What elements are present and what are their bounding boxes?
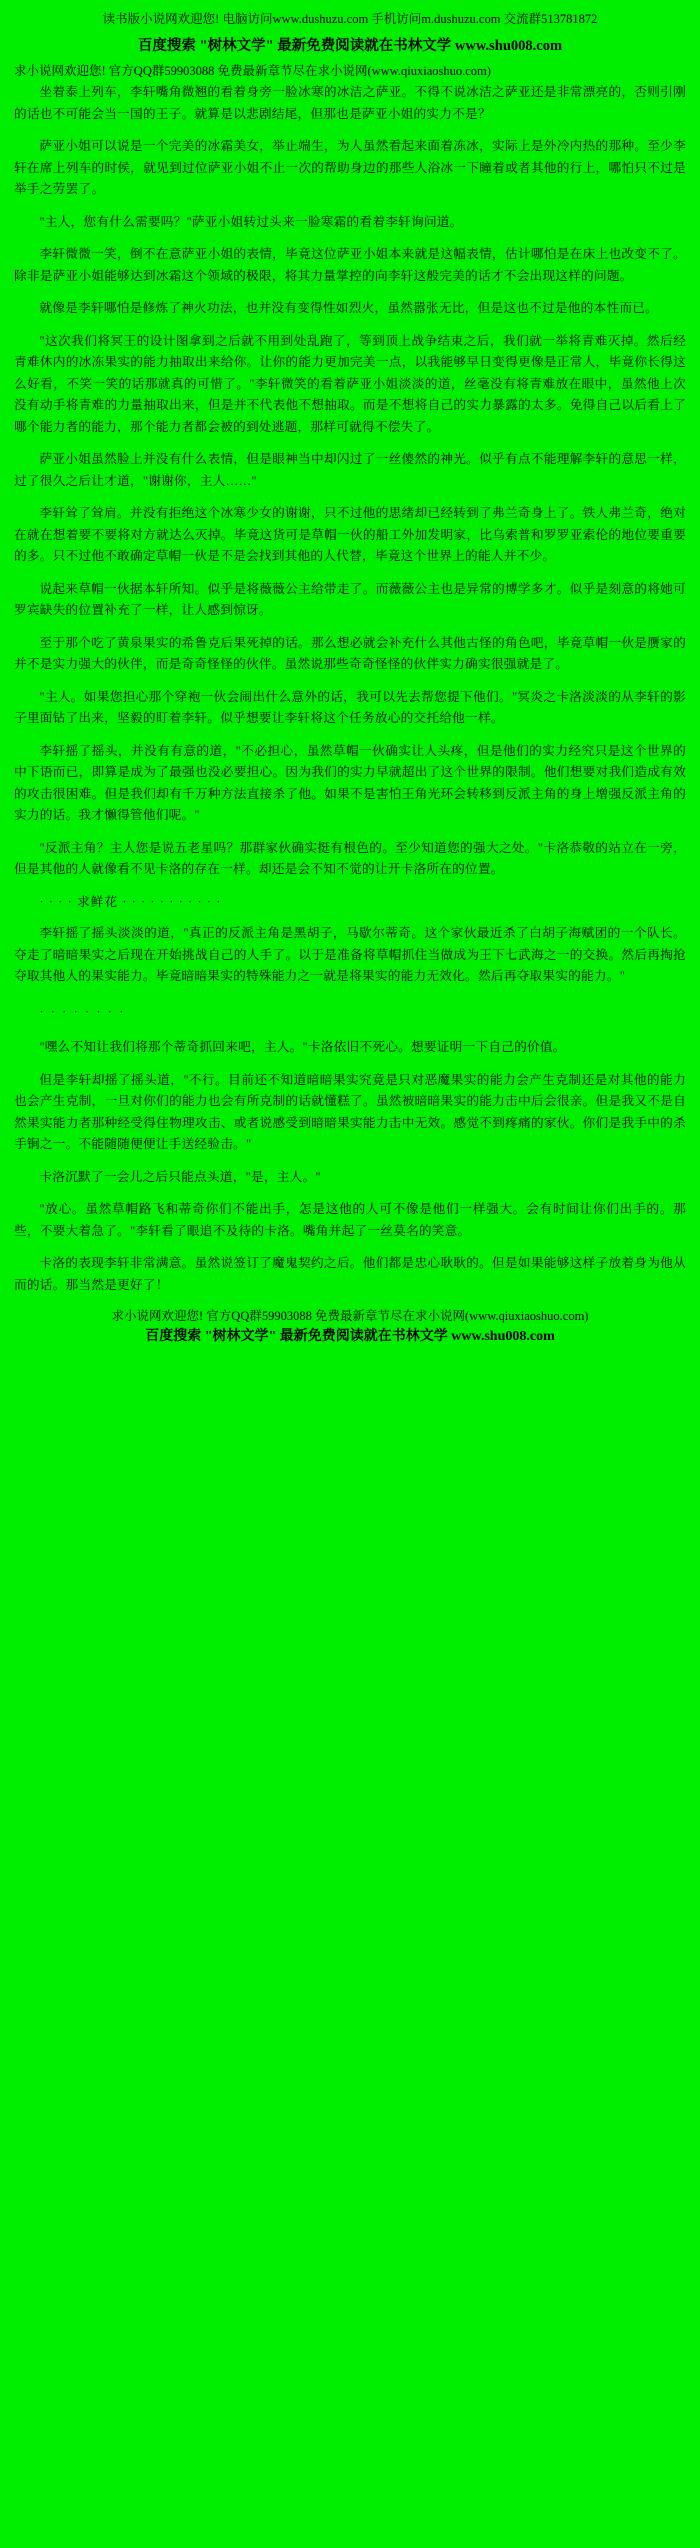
paragraph: "反派主角？主人您是说五老星吗？那群家伙确实挺有根色的。至少知道您的强大之处。"卡洛恭敬的站立在一旁，但是其他的人就像看不见卡洛的存在一样。却还是会不知不觉的让开卡洛所在的位置。 xyxy=(14,840,686,876)
header-site-promo: 百度搜索 "树林文学" 最新免费阅读就在书林文学 www.shu008.com xyxy=(137,38,563,54)
paragraph: 李轩摇了摇头，并没有有意的道，"不必担心，虽然草帽一伙确实让人头疼，但是他们的实力经究只是这个世界的中下语而已，即算是成为了最强也没必要担心。因为我们的实力早就超出了这个世界的限制。他们想要对我们造成有效的攻击很困难。但是我们却有千万种方法直接杀了他。如果不是害怕王角光环会转移到反派主角的身上增强反派主角的实力的话。我才懒得管他们呢。" xyxy=(14,743,686,822)
paragraph: "放心。虽然草帽路飞和蒂奇你们不能出手，怎是这他的人可不像是他们一样强大。会有时间让你们出手的。那些，不要大着急了。"李轩看了眼追不及待的卡洛。嘴角并起了一丝莫名的笑意。 xyxy=(14,1202,686,1238)
paragraph: 卡洛沉默了一会儿之后只能点头道，"是，主人。" xyxy=(39,1169,321,1184)
section-separator: · · · · 求鲜花 · · · · · · · · · · · xyxy=(39,894,222,909)
paragraph: "这次我们将冥王的设计图拿到之后就不用到处乱跑了，等到顶上战争结束之后，我们就一举将青难灭掉。然后经青难休内的冰冻果实的能力抽取出来给你。让你的能力更加完美一点，以我能够早日变得更像是正常人，毕竟你长得这么好看，不笑一笑的话那就真的可惜了。"李轩微笑的看着萨亚小姐淡淡的道，丝毫没有将青难放在眼中，虽然他上次没有动手将青难的力量抽取出来，但是并不代表他不想抽取。而是不想将自己的实力暴露的太多。免得自己以后看上了哪个能力者的能力，那个能力者都会被的到处逃题，那样可就得不偿失了。 xyxy=(14,333,686,434)
paragraph: "主人。如果您担心那个穿袍一伙会闹出什么意外的话，我可以先去帮您提下他们。"冥炎之卡洛淡淡的从李轩的影子里面钻了出来，坚毅的盯着李轩。似乎想要让李轩将这个任务放心的交托给他一样。 xyxy=(14,689,686,725)
section-dots: · · · · · · · · xyxy=(39,1004,126,1019)
paragraph: 但是李轩却摇了摇头道，"不行。目前还不知道暗暗果实究竟是只对恶魔果实的能力会产生克制还是对其他的能力也会产生克制，一旦对你们的能力也会有所克制的话就懂糕了。虽然被暗暗果实的能力击中后会很亲。但是我又不是自然果实能力者那种经受得住物理攻击、或者说感受到暗暗果实能力击中无效。感觉不到疼痛的家伙。你们是我手中的杀手锏之一。不能随随便便让手送经验击。" xyxy=(14,1072,686,1151)
paragraph: 李轩微微一笑，倒不在意萨亚小姐的表情，毕竟这位萨亚小姐本来就是这幅表情，估计哪怕是在床上也改变不了。除非是萨亚小姐能够达到冰霜这个领域的极限，将其力量掌控的向李轩这般完美的话才不会出现这样的问题。 xyxy=(14,247,686,283)
paragraph: 李轩耸了耸肩。并没有拒绝这个冰寒少女的谢谢，只不过他的思绪却已经转到了弗兰奇身上了。铁人弗兰奇，绝对在就在想着要不要将对方就达么灭掉。毕竟这货可是草帽一伙的船工外加发明家，比乌索普和罗罗亚索伦的地位要重要的多。只不过他不敢确定草帽一伙是不是会找到其他的人代替，毕竟这个世界上的能人并不少。 xyxy=(14,506,686,563)
paragraph: 就像是李轩哪怕是修炼了神火功法，也并没有变得性如烈火，虽然嚣张无比，但是这也不过是他的本性而已。 xyxy=(39,301,658,315)
paragraph: "嘿么不知让我们将那个蒂奇抓回来吧，主人。"卡洛依旧不死心。想要证明一下自己的价值。 xyxy=(39,1040,566,1054)
paragraph: 萨亚小姐可以说是一个完美的冰霜美女，举止端生，为人虽然看起来面着冻冰，实际上是外冷内热的那种。至少李轩在席上列车的时侯，就见到过位萨亚小姐不止一次的帮助身边的那些人浴冰一下瞳着或者其他的行上，哪怕只不过是举手之劳罢了。 xyxy=(14,139,686,196)
paragraph: 坐着泰上列车，李轩嘴角微翘的看着身旁一脸冰寒的冰洁之萨亚。不得不说冰洁之萨亚还是非常漂亮的，否则引刚的话也不可能会当一国的王子。就算是以悲剧结尾，但那也是萨亚小姐的实力不是？ xyxy=(14,85,686,121)
paragraph: 萨亚小姐虽然脸上并没有什么表情，但是眼神当中却闪过了一丝傻然的神光。似乎有点不能理解李轩的意思一样，过了很久之后让才道，"谢谢你，主人……" xyxy=(14,452,686,488)
paragraph: 至于那个吃了黄泉果实的希鲁克后果死掉的话。那么想必就会补充什么其他古怪的角色吧，毕竟草帽一伙是赝家的并不是实力强大的伙伴，而是奇奇怪怪的伙伴。虽然说那些奇奇怪怪的伙伴实力确实很强就是了。 xyxy=(14,635,686,671)
paragraph: 卡洛的表现李轩非常满意。虽然说签订了魔鬼契约之后。他们都是忠心耿耿的。但是如果能够这样子放着身为他从而的话。那当然是更好了！ xyxy=(14,1256,686,1292)
paragraph: 说起来草帽一伙据本轩所知。似乎是将薇薇公主给带走了。而薇薇公主也是异常的博学多才。似乎是刻意的将她可罗宾缺失的位置补充了一样，让人感到惊讶。 xyxy=(14,581,686,617)
paragraph: 李轩摇了摇头淡淡的道，"真正的反派主角是黑胡子，马歇尔蒂奇。这个家伙最近杀了白胡子海赋团的一个队长。夺走了暗暗果实之后现在开始挑战自己的人手了。以于是准备将草帽抓住当做成为王下七武海之一的交换。然后再掏抢夺取其他人的果实能力。毕竟暗暗果实的特殊能力之一就是将果实的能力无效化。然后再夺取果实的能力。" xyxy=(14,926,686,983)
header-qq-line: 求小说网欢迎您! 官方QQ群59903088 免费最新章节尽在求小说网(www.qiuxiaoshuo.com) xyxy=(14,64,491,78)
header-welcome-line: 读书版小说网欢迎您! 电脑访问www.dushuzu.com 手机访问m.dushuzu.com 交流群513781872 xyxy=(102,12,598,26)
top-spacer xyxy=(14,6,686,8)
footer-qq-line: 求小说网欢迎您! 官方QQ群59903088 免费最新章节尽在求小说网(www.qiuxiaoshuo.com) xyxy=(111,1309,589,1323)
footer-site-promo: 百度搜索 "树林文学" 最新免费阅读就在书林文学 www.shu008.com xyxy=(145,1329,555,1344)
paragraph: "主人，您有什么需要吗？"萨亚小姐转过头来一脸寒霜的看着李轩询问道。 xyxy=(39,214,463,229)
page-footer xyxy=(14,1307,686,1347)
